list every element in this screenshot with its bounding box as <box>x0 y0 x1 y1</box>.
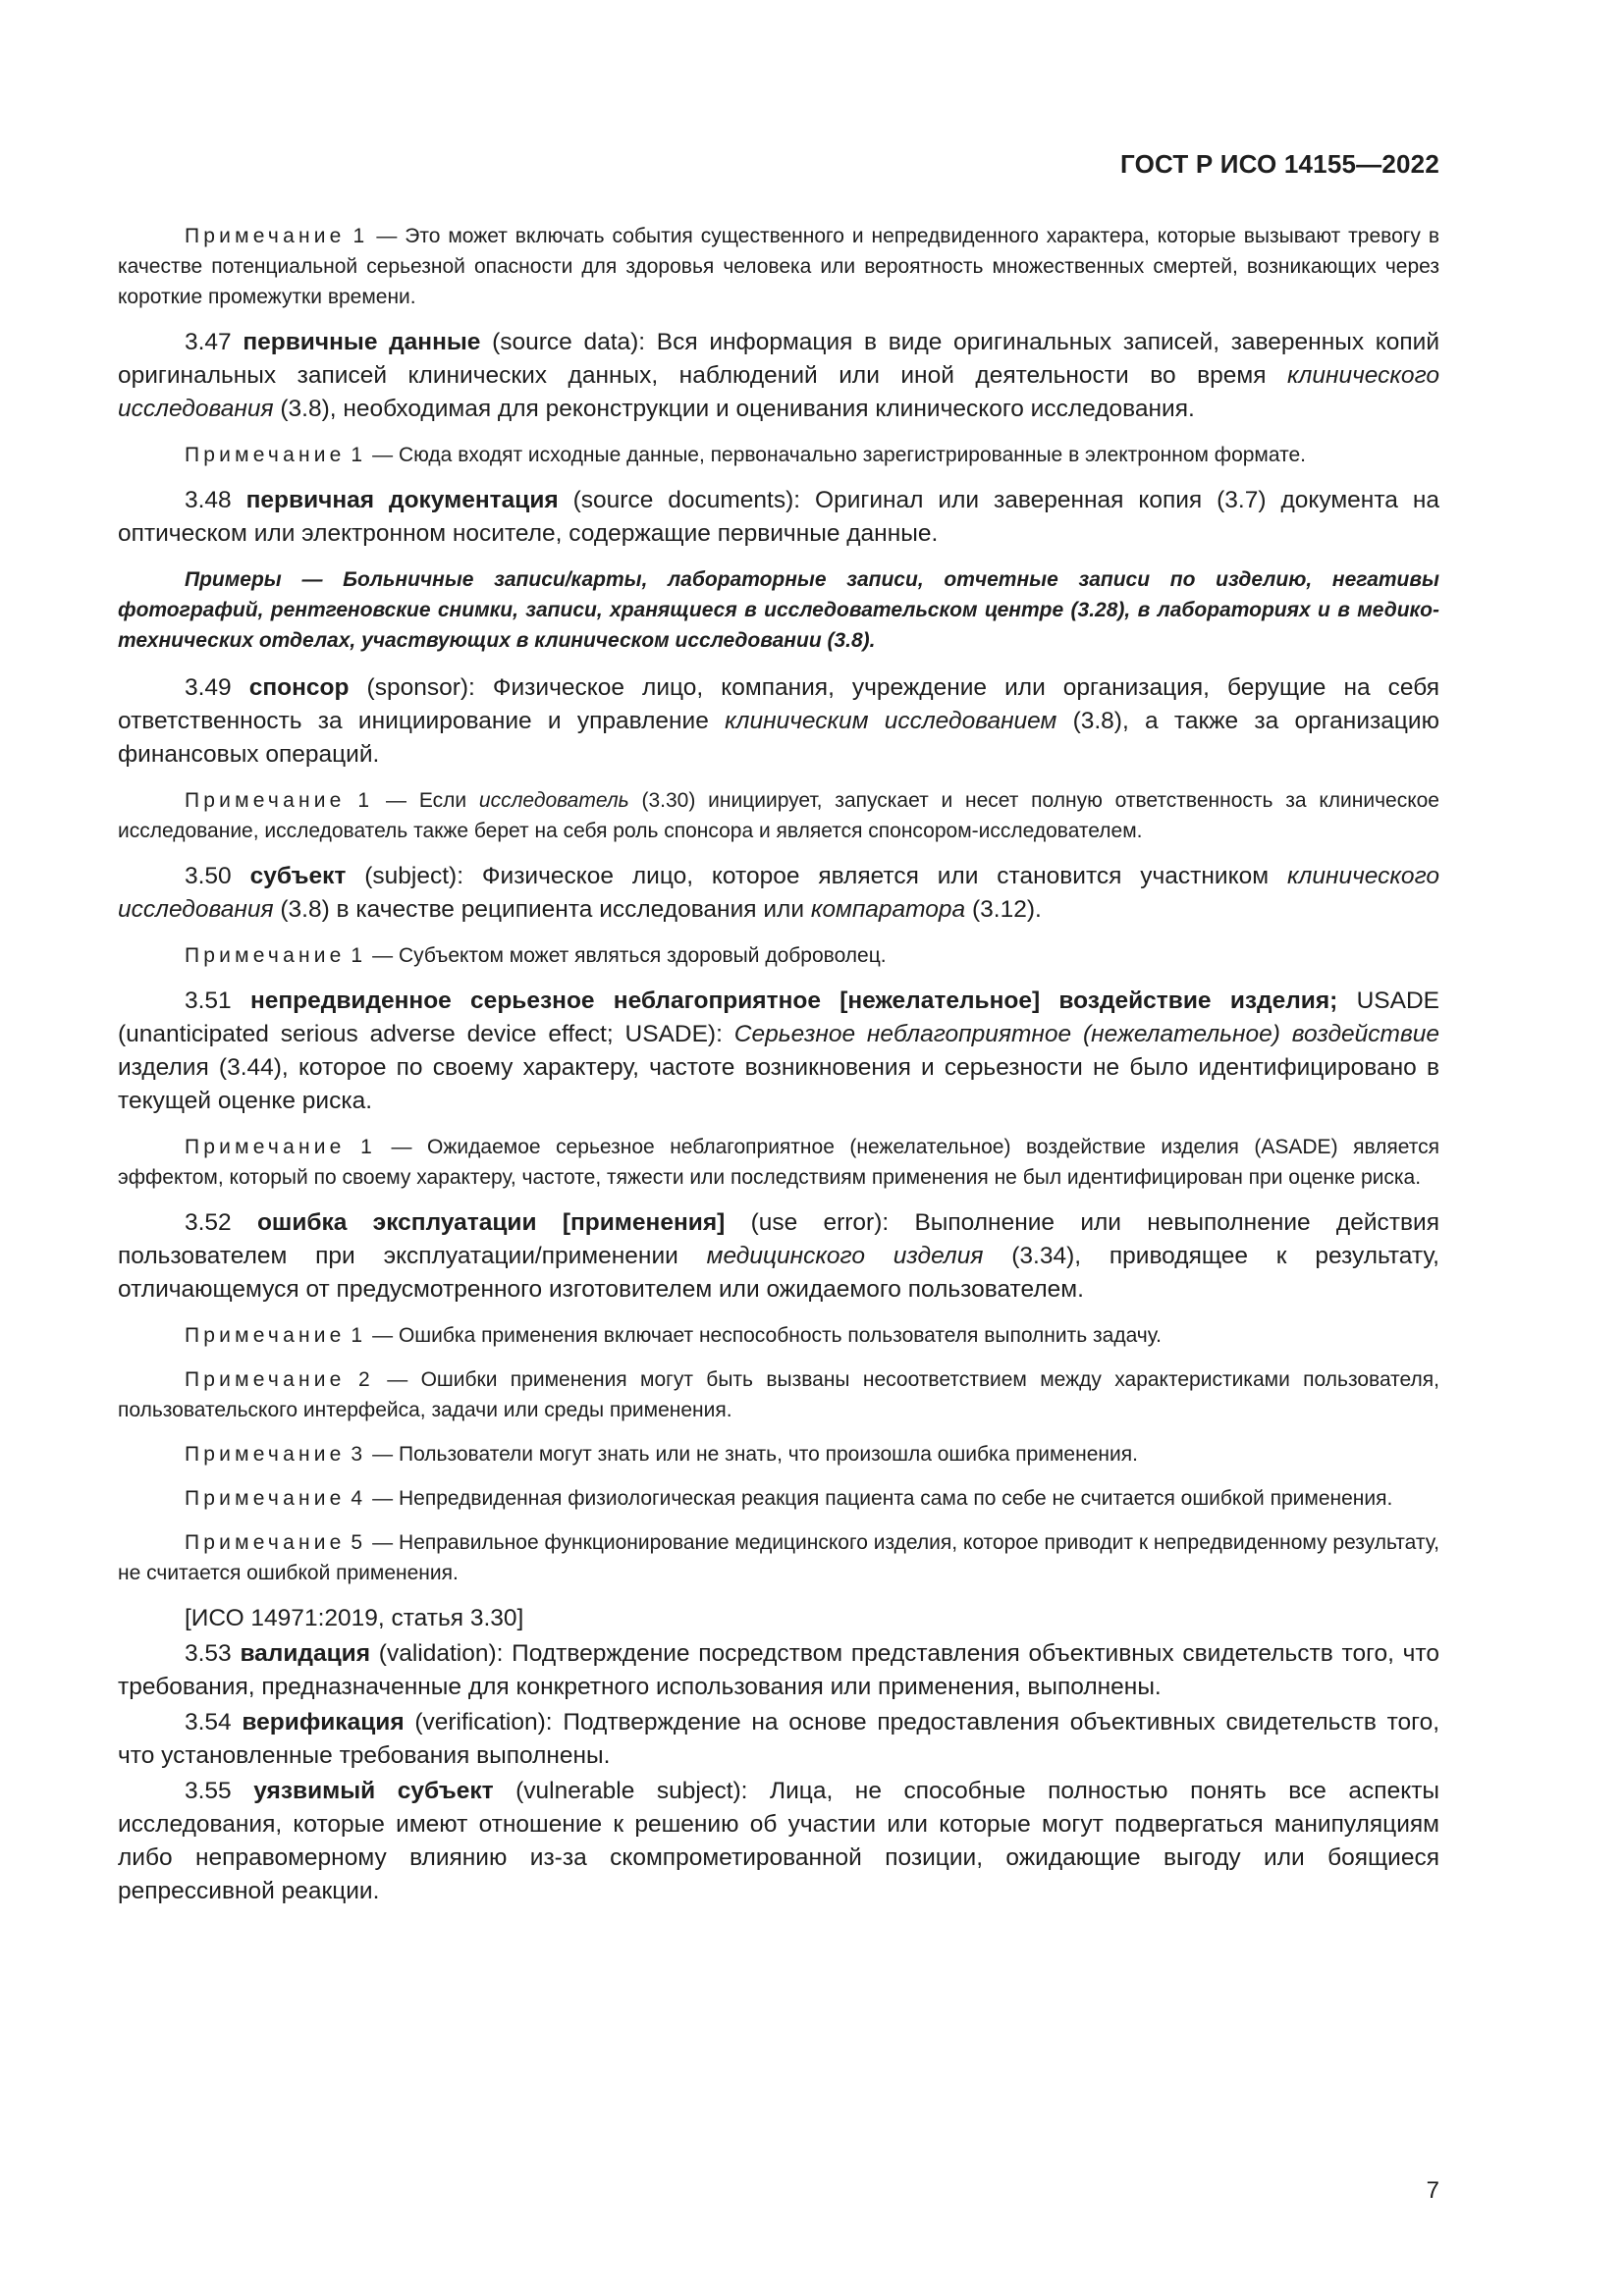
note-3-51-1: Примечание 1 — Ожидаемое серьезное неблагоприятное (нежелательное) воздействие изделия (ASADE) является эффектом, который по своему характеру, частоте, тяжести или последствиям применения не был идентифицирован при оценке риска. <box>118 1136 1439 1189</box>
note-label: Примечание <box>185 789 346 812</box>
term-3-49: 3.49 спонсор (sponsor): Физическое лицо, компания, учреждение или организация, берущие на себя ответственность за инициирование и управление клиническим исследованием (3.8), а также за организацию финансовых операций. <box>118 674 1440 768</box>
note-label: Примечание <box>185 944 346 967</box>
term-3-51: 3.51 непредвиденное серьезное неблагоприятное [нежелательное] воздействие изделия; USADE (unanticipated serious adverse device effect; USADE): Серьезное неблагоприятное (нежелательное) воздействие изделия (3.44), которое по своему характеру, частоте возникновения и серьезности не было идентифицировано в текущей оценке риска. <box>118 988 1439 1114</box>
note-3-46-1: Примечание 1 — Это может включать события существенного и непредвиденного характера, которые вызывают тревогу в качестве потенциальной серьезной опасности для здоровья человека или вероятность множественных смертей, возникающих через короткие промежутки времени. <box>118 225 1440 308</box>
term-title: верификация <box>242 1709 405 1735</box>
document-code-header: ГОСТ Р ИСО 14155—2022 <box>1119 149 1439 179</box>
term-3-48: 3.48 первичная документация (source documents): Оригинал или заверенная копия (3.7) документа на оптическом или электронном носителе, содержащие первичные данные. <box>118 487 1439 547</box>
note-label: Примечание <box>185 1368 346 1391</box>
note-3-52-3: Примечание 3 — Пользователи могут знать или не знать, что произошла ошибка применения. <box>185 1443 1138 1466</box>
note-label: Примечание <box>185 225 346 247</box>
examples-3-48: Примеры — Больничные записи/карты, лабораторные записи, отчетные записи по изделию, негативы фотографий, рентгеновские снимки, записи, хранящиеся в исследовательском центре (3.28), в лабораториях и в медико-технических отделах, участвующих в клиническом исследовании (3.8). <box>118 568 1439 652</box>
page-number: 7 <box>1426 2177 1439 2204</box>
term-title: первичные данные <box>243 329 481 355</box>
citation-3-52: [ИСО 14971:2019, статья 3.30] <box>185 1605 524 1631</box>
note-label: Примечание <box>185 1324 346 1347</box>
term-3-55: 3.55 уязвимый субъект (vulnerable subject): Лица, не способные полностью понять все аспекты исследования, которые имеют отношение к решению об участии или которые могут подвергаться манипуляциям либо неправомерному влиянию из-за скомпрометированной позиции, ожидающие выгоду или боящиеся репрессивной реакции. <box>118 1778 1440 1904</box>
term-3-47: 3.47 первичные данные (source data): Вся информация в виде оригинальных записей, заверенных копий оригинальных записей клинических данных, наблюдений или иной деятельности во время клинического исследования (3.8), необходимая для реконструкции и оценивания клинического исследования. <box>118 329 1440 422</box>
note-3-47-1: Примечание 1 — Сюда входят исходные данные, первоначально зарегистрированные в электронном формате. <box>185 444 1306 466</box>
term-3-50: 3.50 субъект (subject): Физическое лицо, которое является или становится участником клинического исследования (3.8) в качестве реципиента исследования или компаратора (3.12). <box>118 863 1439 923</box>
term-3-54: 3.54 верификация (verification): Подтверждение на основе предоставления объективных свидетельств того, что установленные требования выполнены. <box>118 1709 1440 1769</box>
term-title: спонсор <box>248 674 350 701</box>
note-label: Примечание <box>185 1487 346 1510</box>
term-title: субъект <box>249 863 347 889</box>
term-title: ошибка эксплуатации [применения] <box>256 1209 726 1236</box>
note-3-52-1: Примечание 1 — Ошибка применения включает неспособность пользователя выполнить задачу. <box>185 1324 1162 1347</box>
term-3-52: 3.52 ошибка эксплуатации [применения] (use error): Выполнение или невыполнение действия пользователем при эксплуатации/применении медицинского изделия (3.34), приводящее к результату, отличающемуся от предусмотренного изготовителем или ожидаемого пользователем. <box>118 1209 1439 1303</box>
note-label: Примечание <box>185 1531 346 1554</box>
term-title: уязвимый субъект <box>253 1778 494 1804</box>
document-body <box>118 221 1439 1910</box>
term-title: непредвиденное серьезное неблагоприятное [нежелательное] воздействие изделия; <box>249 988 1338 1014</box>
term-title: валидация <box>240 1640 371 1667</box>
note-label: Примечание <box>185 1443 346 1466</box>
note-label: Примечание <box>185 444 346 466</box>
note-3-52-5: Примечание 5 — Неправильное функционирование медицинского изделия, которое приводит к непредвиденному результату, не считается ошибкой применения. <box>118 1531 1439 1584</box>
note-3-50-1: Примечание 1 — Субъектом может являться здоровый доброволец. <box>185 944 887 967</box>
note-3-52-2: Примечание 2 — Ошибки применения могут быть вызваны несоответствием между характеристиками пользователя, пользовательского интерфейса, задачи или среды применения. <box>118 1368 1439 1421</box>
term-title: первичная документация <box>245 487 559 513</box>
note-label: Примечание <box>185 1136 346 1158</box>
note-3-52-4: Примечание 4 — Непредвиденная физиологическая реакция пациента сама по себе не считается ошибкой применения. <box>185 1487 1393 1510</box>
term-3-53: 3.53 валидация (validation): Подтверждение посредством представления объективных свидетельств того, что требования, предназначенные для конкретного использования или применения, выполнены. <box>118 1640 1439 1700</box>
note-3-49-1: Примечание 1 — Если исследователь (3.30) инициирует, запускает и несет полную ответственность за клиническое исследование, исследователь также берет на себя роль спонсора и является спонсором-исследователем. <box>118 789 1439 842</box>
